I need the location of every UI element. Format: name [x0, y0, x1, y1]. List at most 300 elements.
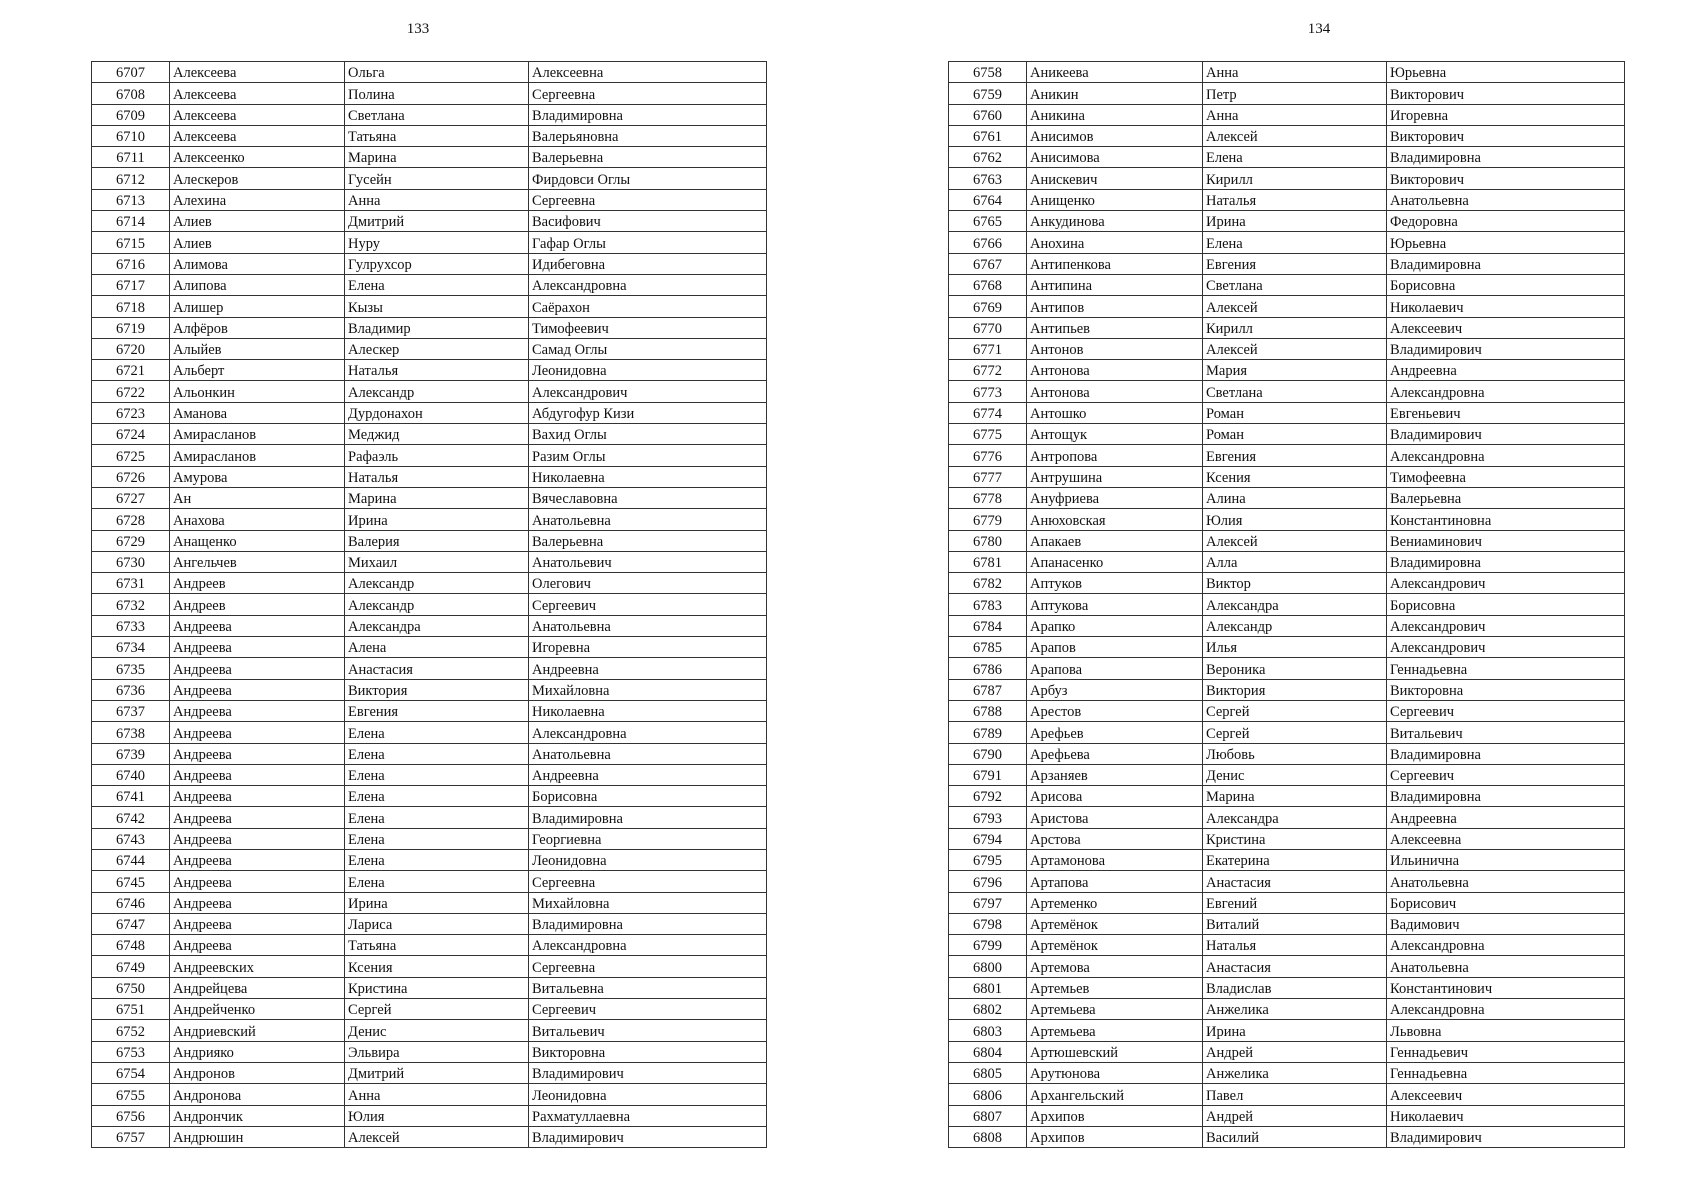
surname-cell: Андрейцева [170, 977, 345, 998]
row-number: 6749 [92, 956, 170, 977]
surname-cell: Алексеева [170, 62, 345, 83]
table-row [92, 935, 767, 956]
surname-cell: Антонов [1027, 338, 1203, 359]
row-number: 6767 [949, 253, 1027, 274]
patronymic-cell: Сергеевна [529, 189, 767, 210]
surname-cell: Алыйев [170, 338, 345, 359]
patronymic-cell: Владимирович [1387, 338, 1625, 359]
row-number: 6709 [92, 104, 170, 125]
patronymic-cell: Борисович [1387, 892, 1625, 913]
row-number: 6738 [92, 722, 170, 743]
table-row [92, 466, 767, 487]
patronymic-cell: Сергеевна [529, 956, 767, 977]
patronymic-cell: Анатольевна [529, 615, 767, 636]
row-number: 6727 [92, 487, 170, 508]
table-row [949, 1020, 1625, 1041]
table-row [92, 956, 767, 977]
first-name-cell: Елена [1203, 147, 1387, 168]
first-name-cell: Алексей [1203, 530, 1387, 551]
table-row [949, 658, 1625, 679]
table-row [949, 1062, 1625, 1083]
first-name-cell: Евгения [1203, 253, 1387, 274]
surname-cell: Арефьева [1027, 743, 1203, 764]
first-name-cell: Анжелика [1203, 999, 1387, 1020]
first-name-cell: Елена [345, 849, 529, 870]
table-row [92, 232, 767, 253]
patronymic-cell: Владимировна [1387, 743, 1625, 764]
first-name-cell: Василий [1203, 1126, 1387, 1147]
row-number: 6729 [92, 530, 170, 551]
patronymic-cell: Тимофеевич [529, 317, 767, 338]
surname-cell: Антипьев [1027, 317, 1203, 338]
first-name-cell: Александра [1203, 807, 1387, 828]
surname-cell: Артамонова [1027, 849, 1203, 870]
row-number: 6805 [949, 1062, 1027, 1083]
row-number: 6758 [949, 62, 1027, 83]
row-number: 6781 [949, 551, 1027, 572]
first-name-cell: Рафаэль [345, 445, 529, 466]
table-row [949, 445, 1625, 466]
first-name-cell: Лариса [345, 913, 529, 934]
surname-cell: Андреева [170, 828, 345, 849]
table-row [949, 466, 1625, 487]
patronymic-cell: Александрович [1387, 573, 1625, 594]
first-name-cell: Дмитрий [345, 1062, 529, 1083]
row-number: 6711 [92, 147, 170, 168]
table-row [949, 402, 1625, 423]
row-number: 6730 [92, 551, 170, 572]
surname-cell: Алескеров [170, 168, 345, 189]
first-name-cell: Наталья [1203, 935, 1387, 956]
row-number: 6803 [949, 1020, 1027, 1041]
row-number: 6765 [949, 211, 1027, 232]
patronymic-cell: Геннадьевна [1387, 658, 1625, 679]
first-name-cell: Елена [345, 871, 529, 892]
table-row [92, 700, 767, 721]
patronymic-cell: Андреевна [1387, 360, 1625, 381]
table-row [949, 211, 1625, 232]
roster-table [91, 61, 767, 1148]
patronymic-cell: Ильинична [1387, 849, 1625, 870]
first-name-cell: Александра [345, 615, 529, 636]
first-name-cell: Юлия [345, 1105, 529, 1126]
surname-cell: Ан [170, 487, 345, 508]
surname-cell: Андрюшин [170, 1126, 345, 1147]
table-row [949, 360, 1625, 381]
row-number: 6788 [949, 700, 1027, 721]
table-row [949, 999, 1625, 1020]
table-row [92, 509, 767, 530]
first-name-cell: Наталья [345, 360, 529, 381]
patronymic-cell: Викторович [1387, 83, 1625, 104]
surname-cell: Алексеева [170, 104, 345, 125]
first-name-cell: Ирина [345, 892, 529, 913]
row-number: 6762 [949, 147, 1027, 168]
surname-cell: Альонкин [170, 381, 345, 402]
surname-cell: Анахова [170, 509, 345, 530]
patronymic-cell: Андреевна [529, 764, 767, 785]
patronymic-cell: Александрович [1387, 615, 1625, 636]
table-row [92, 253, 767, 274]
patronymic-cell: Михайловна [529, 679, 767, 700]
patronymic-cell: Александровна [529, 722, 767, 743]
first-name-cell: Дмитрий [345, 211, 529, 232]
row-number: 6786 [949, 658, 1027, 679]
first-name-cell: Павел [1203, 1084, 1387, 1105]
table-row [92, 807, 767, 828]
surname-cell: Алексеева [170, 83, 345, 104]
row-number: 6797 [949, 892, 1027, 913]
first-name-cell: Наталья [1203, 189, 1387, 210]
table-row [92, 764, 767, 785]
table-row [92, 125, 767, 146]
table-row [92, 338, 767, 359]
row-number: 6783 [949, 594, 1027, 615]
row-number: 6777 [949, 466, 1027, 487]
surname-cell: Арапов [1027, 637, 1203, 658]
patronymic-cell: Николаевна [529, 466, 767, 487]
first-name-cell: Ксения [1203, 466, 1387, 487]
row-number: 6748 [92, 935, 170, 956]
first-name-cell: Эльвира [345, 1041, 529, 1062]
table-row [949, 722, 1625, 743]
row-number: 6764 [949, 189, 1027, 210]
row-number: 6733 [92, 615, 170, 636]
patronymic-cell: Викторович [1387, 168, 1625, 189]
row-number: 6787 [949, 679, 1027, 700]
table-row [92, 892, 767, 913]
row-number: 6746 [92, 892, 170, 913]
table-row [92, 168, 767, 189]
first-name-cell: Марина [1203, 786, 1387, 807]
patronymic-cell: Андреевна [529, 658, 767, 679]
row-number: 6808 [949, 1126, 1027, 1147]
first-name-cell: Юлия [1203, 509, 1387, 530]
patronymic-cell: Валерьевна [529, 147, 767, 168]
table-row [92, 573, 767, 594]
first-name-cell: Светлана [1203, 381, 1387, 402]
row-number: 6750 [92, 977, 170, 998]
patronymic-cell: Анатольевна [1387, 871, 1625, 892]
first-name-cell: Виктория [1203, 679, 1387, 700]
surname-cell: Анащенко [170, 530, 345, 551]
surname-cell: Антипов [1027, 296, 1203, 317]
row-number: 6744 [92, 849, 170, 870]
row-number: 6712 [92, 168, 170, 189]
table-row [949, 338, 1625, 359]
patronymic-cell: Александровна [1387, 381, 1625, 402]
patronymic-cell: Викторович [1387, 125, 1625, 146]
first-name-cell: Александр [345, 573, 529, 594]
first-name-cell: Виталий [1203, 913, 1387, 934]
table-row [949, 83, 1625, 104]
first-name-cell: Алексей [1203, 338, 1387, 359]
first-name-cell: Елена [345, 807, 529, 828]
row-number: 6763 [949, 168, 1027, 189]
table-row [92, 381, 767, 402]
row-number: 6726 [92, 466, 170, 487]
patronymic-cell: Юрьевна [1387, 62, 1625, 83]
table-row [949, 679, 1625, 700]
table-row [92, 62, 767, 83]
row-number: 6743 [92, 828, 170, 849]
table-row [949, 147, 1625, 168]
first-name-cell: Кристина [1203, 828, 1387, 849]
table-row [92, 83, 767, 104]
surname-cell: Анисимова [1027, 147, 1203, 168]
surname-cell: Арапова [1027, 658, 1203, 679]
row-number: 6757 [92, 1126, 170, 1147]
table-row [949, 700, 1625, 721]
row-number: 6798 [949, 913, 1027, 934]
first-name-cell: Анастасия [345, 658, 529, 679]
first-name-cell: Анастасия [1203, 871, 1387, 892]
surname-cell: Андреева [170, 615, 345, 636]
patronymic-cell: Анатольевна [529, 509, 767, 530]
first-name-cell: Илья [1203, 637, 1387, 658]
first-name-cell: Ирина [345, 509, 529, 530]
first-name-cell: Алена [345, 637, 529, 658]
first-name-cell: Наталья [345, 466, 529, 487]
table-row [949, 381, 1625, 402]
patronymic-cell: Леонидовна [529, 849, 767, 870]
patronymic-cell: Владимировна [1387, 786, 1625, 807]
table-row [949, 253, 1625, 274]
patronymic-cell: Сергеевич [529, 594, 767, 615]
patronymic-cell: Олегович [529, 573, 767, 594]
first-name-cell: Елена [345, 722, 529, 743]
row-number: 6734 [92, 637, 170, 658]
table-row [92, 317, 767, 338]
row-number: 6790 [949, 743, 1027, 764]
patronymic-cell: Владимировна [529, 913, 767, 934]
surname-cell: Анохина [1027, 232, 1203, 253]
first-name-cell: Ирина [1203, 211, 1387, 232]
patronymic-cell: Геннадьевич [1387, 1041, 1625, 1062]
surname-cell: Антрушина [1027, 466, 1203, 487]
surname-cell: Алимова [170, 253, 345, 274]
row-number: 6766 [949, 232, 1027, 253]
table-row [92, 743, 767, 764]
first-name-cell: Светлана [345, 104, 529, 125]
row-number: 6732 [92, 594, 170, 615]
roster-table [948, 61, 1625, 1148]
surname-cell: Артемьева [1027, 1020, 1203, 1041]
row-number: 6736 [92, 679, 170, 700]
surname-cell: Анисимов [1027, 125, 1203, 146]
patronymic-cell: Константинович [1387, 977, 1625, 998]
surname-cell: Амурова [170, 466, 345, 487]
row-number: 6720 [92, 338, 170, 359]
first-name-cell: Татьяна [345, 125, 529, 146]
row-number: 6769 [949, 296, 1027, 317]
patronymic-cell: Анатольевич [529, 551, 767, 572]
table-row [92, 402, 767, 423]
table-row [949, 317, 1625, 338]
row-number: 6792 [949, 786, 1027, 807]
row-number: 6740 [92, 764, 170, 785]
table-row [949, 424, 1625, 445]
row-number: 6791 [949, 764, 1027, 785]
table-row [92, 551, 767, 572]
table-row [92, 658, 767, 679]
patronymic-cell: Федоровна [1387, 211, 1625, 232]
first-name-cell: Александр [345, 381, 529, 402]
first-name-cell: Анна [345, 1084, 529, 1105]
table-row [92, 1084, 767, 1105]
table-row [92, 1126, 767, 1147]
surname-cell: Артюшевский [1027, 1041, 1203, 1062]
patronymic-cell: Михайловна [529, 892, 767, 913]
right-page [849, 0, 1698, 1200]
patronymic-cell: Викторовна [529, 1041, 767, 1062]
patronymic-cell: Алексеевич [1387, 317, 1625, 338]
first-name-cell: Любовь [1203, 743, 1387, 764]
patronymic-cell: Валерьяновна [529, 125, 767, 146]
patronymic-cell: Александровна [1387, 935, 1625, 956]
row-number: 6772 [949, 360, 1027, 381]
row-number: 6718 [92, 296, 170, 317]
surname-cell: Алиев [170, 211, 345, 232]
first-name-cell: Алла [1203, 551, 1387, 572]
first-name-cell: Алина [1203, 487, 1387, 508]
patronymic-cell: Гафар Оглы [529, 232, 767, 253]
first-name-cell: Елена [345, 764, 529, 785]
first-name-cell: Сергей [1203, 722, 1387, 743]
surname-cell: Арбуз [1027, 679, 1203, 700]
patronymic-cell: Разим Оглы [529, 445, 767, 466]
surname-cell: Артемёнок [1027, 913, 1203, 934]
first-name-cell: Роман [1203, 424, 1387, 445]
patronymic-cell: Анатольевна [1387, 189, 1625, 210]
table-row [949, 573, 1625, 594]
row-number: 6801 [949, 977, 1027, 998]
patronymic-cell: Саёрахон [529, 296, 767, 317]
patronymic-cell: Самад Оглы [529, 338, 767, 359]
first-name-cell: Ольга [345, 62, 529, 83]
patronymic-cell: Владимирович [1387, 1126, 1625, 1147]
row-number: 6760 [949, 104, 1027, 125]
surname-cell: Анищенко [1027, 189, 1203, 210]
table-row [949, 551, 1625, 572]
surname-cell: Аристова [1027, 807, 1203, 828]
patronymic-cell: Владимировна [1387, 253, 1625, 274]
surname-cell: Аникина [1027, 104, 1203, 125]
table-row [92, 679, 767, 700]
first-name-cell: Виктор [1203, 573, 1387, 594]
patronymic-cell: Анатольевна [529, 743, 767, 764]
patronymic-cell: Алексеевич [1387, 1084, 1625, 1105]
table-row [949, 913, 1625, 934]
row-number: 6793 [949, 807, 1027, 828]
row-number: 6759 [949, 83, 1027, 104]
first-name-cell: Владислав [1203, 977, 1387, 998]
patronymic-cell: Геннадьевна [1387, 1062, 1625, 1083]
row-number: 6804 [949, 1041, 1027, 1062]
row-number: 6741 [92, 786, 170, 807]
surname-cell: Андреева [170, 743, 345, 764]
table-row [92, 530, 767, 551]
surname-cell: Аптукова [1027, 594, 1203, 615]
patronymic-cell: Витальевна [529, 977, 767, 998]
surname-cell: Андреева [170, 637, 345, 658]
row-number: 6795 [949, 849, 1027, 870]
surname-cell: Андреева [170, 871, 345, 892]
surname-cell: Алексеенко [170, 147, 345, 168]
table-row [949, 743, 1625, 764]
row-number: 6796 [949, 871, 1027, 892]
surname-cell: Антропова [1027, 445, 1203, 466]
first-name-cell: Полина [345, 83, 529, 104]
patronymic-cell: Тимофеевна [1387, 466, 1625, 487]
table-row [949, 849, 1625, 870]
surname-cell: Анюховская [1027, 509, 1203, 530]
surname-cell: Артемьева [1027, 999, 1203, 1020]
table-row [949, 487, 1625, 508]
surname-cell: Андреева [170, 786, 345, 807]
surname-cell: Ангельчев [170, 551, 345, 572]
first-name-cell: Елена [345, 828, 529, 849]
row-number: 6789 [949, 722, 1027, 743]
patronymic-cell: Сергеевич [1387, 764, 1625, 785]
row-number: 6755 [92, 1084, 170, 1105]
patronymic-cell: Александровна [529, 935, 767, 956]
first-name-cell: Меджид [345, 424, 529, 445]
table-row [949, 871, 1625, 892]
surname-cell: Артапова [1027, 871, 1203, 892]
first-name-cell: Евгений [1203, 892, 1387, 913]
patronymic-cell: Львовна [1387, 1020, 1625, 1041]
patronymic-cell: Идибеговна [529, 253, 767, 274]
patronymic-cell: Васифович [529, 211, 767, 232]
table-row [92, 786, 767, 807]
row-number: 6799 [949, 935, 1027, 956]
table-row [949, 125, 1625, 146]
table-row [92, 828, 767, 849]
patronymic-cell: Владимировна [1387, 551, 1625, 572]
table-row [92, 424, 767, 445]
surname-cell: Андрончик [170, 1105, 345, 1126]
row-number: 6800 [949, 956, 1027, 977]
first-name-cell: Александр [1203, 615, 1387, 636]
row-number: 6719 [92, 317, 170, 338]
row-number: 6753 [92, 1041, 170, 1062]
table-row [92, 637, 767, 658]
row-number: 6722 [92, 381, 170, 402]
patronymic-cell: Алексеевна [529, 62, 767, 83]
row-number: 6807 [949, 1105, 1027, 1126]
patronymic-cell: Борисовна [1387, 594, 1625, 615]
table-row [949, 807, 1625, 828]
row-number: 6752 [92, 1020, 170, 1041]
row-number: 6739 [92, 743, 170, 764]
surname-cell: Андреев [170, 573, 345, 594]
row-number: 6794 [949, 828, 1027, 849]
row-number: 6773 [949, 381, 1027, 402]
patronymic-cell: Сергеевич [1387, 700, 1625, 721]
patronymic-cell: Валерьевна [1387, 487, 1625, 508]
row-number: 6747 [92, 913, 170, 934]
patronymic-cell: Анатольевна [1387, 956, 1625, 977]
row-number: 6714 [92, 211, 170, 232]
table-row [949, 1041, 1625, 1062]
first-name-cell: Алексей [1203, 296, 1387, 317]
patronymic-cell: Владимирович [1387, 424, 1625, 445]
surname-cell: Андронова [170, 1084, 345, 1105]
first-name-cell: Кирилл [1203, 168, 1387, 189]
first-name-cell: Александр [345, 594, 529, 615]
first-name-cell: Ирина [1203, 1020, 1387, 1041]
